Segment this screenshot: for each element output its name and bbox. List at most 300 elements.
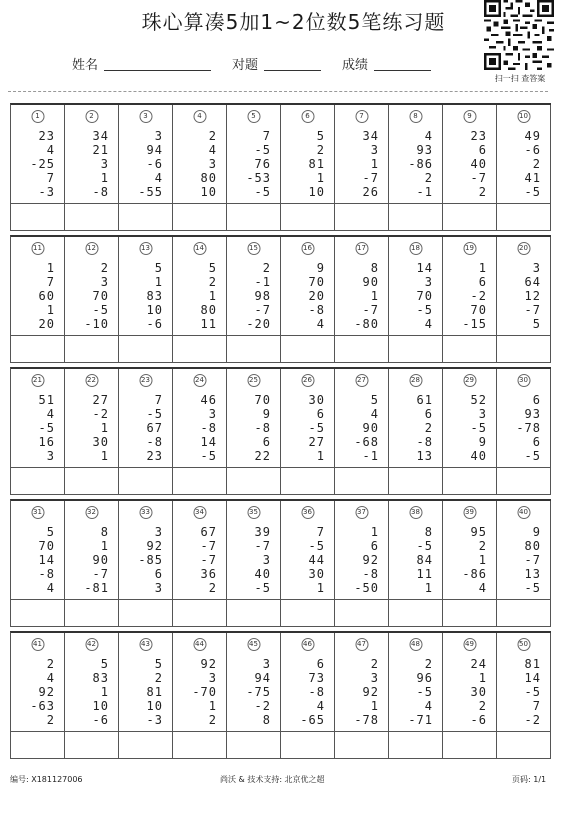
answer-box[interactable] <box>497 335 550 336</box>
operand: 67 <box>146 421 163 435</box>
operand: 46 <box>200 393 217 407</box>
operand: 70 <box>38 539 55 553</box>
problem-grid <box>10 103 551 768</box>
answer-box[interactable] <box>173 731 226 732</box>
operand: 23 <box>146 449 163 463</box>
operand: -2 <box>470 289 487 303</box>
operand: 70 <box>308 275 325 289</box>
name-label: 姓名 <box>72 58 99 73</box>
operand: 5 <box>370 393 379 407</box>
answer-box[interactable] <box>65 599 118 600</box>
operand: -5 <box>416 685 433 699</box>
operand: 1 <box>100 171 109 185</box>
problem-cell <box>281 501 335 626</box>
answer-box[interactable] <box>497 467 550 468</box>
problem-values <box>417 525 433 595</box>
problem-number: 1 <box>31 110 44 123</box>
operand: -5 <box>524 185 541 199</box>
answer-box[interactable] <box>389 203 442 204</box>
problem-number: 4 <box>193 110 206 123</box>
problem-cell <box>443 369 497 494</box>
answer-box[interactable] <box>11 203 64 204</box>
answer-box[interactable] <box>443 203 496 204</box>
problem-cell <box>227 237 281 362</box>
operand: -5 <box>254 581 271 595</box>
answer-box[interactable] <box>281 599 334 600</box>
operand: 14 <box>524 671 541 685</box>
problem-cell <box>443 633 497 758</box>
operand: -7 <box>362 171 379 185</box>
operand: 3 <box>532 261 541 275</box>
answer-box[interactable] <box>389 335 442 336</box>
operand: 80 <box>200 171 217 185</box>
answer-box[interactable] <box>281 203 334 204</box>
problem-values <box>192 657 217 727</box>
problem-values <box>471 393 487 463</box>
operand: 70 <box>416 289 433 303</box>
operand: 10 <box>308 185 325 199</box>
answer-box[interactable] <box>173 203 226 204</box>
operand: -1 <box>362 449 379 463</box>
operand: 34 <box>92 129 109 143</box>
operand: 7 <box>532 699 541 713</box>
operand: 81 <box>146 685 163 699</box>
problem-number: 6 <box>301 110 314 123</box>
operand: -5 <box>308 539 325 553</box>
answer-box[interactable] <box>11 467 64 468</box>
problem-number: 40 <box>517 506 530 519</box>
answer-box[interactable] <box>335 467 388 468</box>
operand: 40 <box>254 567 271 581</box>
problem-cell <box>281 633 335 758</box>
operand: 2 <box>46 713 55 727</box>
operand: 2 <box>478 539 487 553</box>
problem-values <box>354 393 379 463</box>
problem-values <box>246 129 271 199</box>
operand: -8 <box>146 435 163 449</box>
problem-cell <box>389 369 443 494</box>
problem-values <box>363 129 379 199</box>
operand: 6 <box>316 407 325 421</box>
operand: 94 <box>254 671 271 685</box>
problem-values <box>525 261 541 331</box>
operand: 4 <box>316 699 325 713</box>
problem-cell <box>497 237 551 362</box>
problem-block <box>10 103 551 231</box>
operand: -3 <box>146 713 163 727</box>
problem-cell <box>119 633 173 758</box>
operand: 3 <box>262 553 271 567</box>
operand: -6 <box>146 157 163 171</box>
operand: 7 <box>154 393 163 407</box>
operand: 9 <box>532 525 541 539</box>
answer-box[interactable] <box>497 599 550 600</box>
answer-box[interactable] <box>65 467 118 468</box>
problem-number: 36 <box>301 506 314 519</box>
answer-box[interactable] <box>497 731 550 732</box>
operand: 4 <box>424 699 433 713</box>
operand: 2 <box>478 699 487 713</box>
problem-cell <box>389 501 443 626</box>
operand: 1 <box>208 699 217 713</box>
page-title: 珠心算凑5加1~2位数5笔练习题 <box>141 10 446 34</box>
operand: 8 <box>100 525 109 539</box>
problem-values <box>201 129 217 199</box>
problem-cell <box>227 501 281 626</box>
problem-cell <box>497 633 551 758</box>
problem-values <box>201 525 217 595</box>
answer-box[interactable] <box>11 599 64 600</box>
problem-values <box>417 261 433 331</box>
operand: -86 <box>408 157 433 171</box>
problem-number: 46 <box>301 638 314 651</box>
operand: 4 <box>424 129 433 143</box>
problem-values <box>408 129 433 199</box>
operand: 3 <box>478 407 487 421</box>
problem-number: 44 <box>193 638 206 651</box>
answer-box[interactable] <box>335 731 388 732</box>
problem-number: 26 <box>301 374 314 387</box>
problem-number: 37 <box>355 506 368 519</box>
operand: 1 <box>370 289 379 303</box>
problem-values <box>408 657 433 727</box>
problem-number: 38 <box>409 506 422 519</box>
problem-values <box>93 657 109 727</box>
problem-number: 11 <box>31 242 44 255</box>
operand: 21 <box>92 143 109 157</box>
problem-number: 14 <box>193 242 206 255</box>
operand: 76 <box>254 157 271 171</box>
operand: 1 <box>316 449 325 463</box>
operand: 6 <box>478 275 487 289</box>
operand: 94 <box>146 143 163 157</box>
operand: -5 <box>146 407 163 421</box>
answer-box[interactable] <box>11 335 64 336</box>
serial-number: 编号: X181127006 <box>10 775 83 784</box>
problem-values <box>147 261 163 331</box>
answer-box[interactable] <box>389 599 442 600</box>
problem-cell <box>173 105 227 230</box>
problem-cell <box>11 105 65 230</box>
operand: -80 <box>354 317 379 331</box>
operand: 7 <box>262 129 271 143</box>
operand: -1 <box>254 275 271 289</box>
answer-box[interactable] <box>335 335 388 336</box>
problem-block <box>10 235 551 363</box>
problem-values <box>147 657 163 727</box>
operand: 1 <box>46 261 55 275</box>
answer-box[interactable] <box>119 467 172 468</box>
operand: 3 <box>370 143 379 157</box>
correct-field[interactable] <box>264 70 321 71</box>
problem-number: 15 <box>247 242 260 255</box>
problem-cell <box>389 633 443 758</box>
problem-values <box>147 393 163 463</box>
operand: -5 <box>308 421 325 435</box>
answer-box[interactable] <box>119 335 172 336</box>
problem-values <box>39 393 55 463</box>
problem-number: 32 <box>85 506 98 519</box>
operand: -7 <box>200 553 217 567</box>
correct-label: 对题 <box>232 58 259 73</box>
operand: 3 <box>424 275 433 289</box>
problem-cell <box>335 369 389 494</box>
problem-number: 10 <box>517 110 530 123</box>
operand: -7 <box>254 539 271 553</box>
operand: 3 <box>370 671 379 685</box>
operand: 7 <box>46 171 55 185</box>
problem-cell <box>173 237 227 362</box>
operand: 2 <box>424 421 433 435</box>
operand: 5 <box>46 525 55 539</box>
operand: 27 <box>92 393 109 407</box>
problem-cell <box>281 369 335 494</box>
answer-box[interactable] <box>119 203 172 204</box>
operand: 3 <box>154 525 163 539</box>
operand: 30 <box>470 685 487 699</box>
problem-block <box>10 367 551 495</box>
problem-number: 41 <box>31 638 44 651</box>
operand: 92 <box>146 539 163 553</box>
qr-caption: 扫一扫 查答案 <box>494 74 546 83</box>
operand: 6 <box>316 657 325 671</box>
operand: 13 <box>416 449 433 463</box>
operand: 10 <box>146 699 163 713</box>
answer-box[interactable] <box>281 731 334 732</box>
answer-box[interactable] <box>443 599 496 600</box>
problem-values <box>309 129 325 199</box>
problem-number: 20 <box>517 242 530 255</box>
operand: 70 <box>254 393 271 407</box>
problem-cell <box>65 633 119 758</box>
operand: 24 <box>470 657 487 671</box>
operand: 6 <box>370 539 379 553</box>
problem-number: 48 <box>409 638 422 651</box>
operand: 1 <box>478 671 487 685</box>
operand: -53 <box>246 171 271 185</box>
problem-values <box>516 393 541 463</box>
cut-line <box>8 91 548 92</box>
problem-cell <box>173 369 227 494</box>
problem-number: 7 <box>355 110 368 123</box>
problem-cell <box>227 633 281 758</box>
operand: 13 <box>524 567 541 581</box>
operand: 5 <box>154 261 163 275</box>
operand: -78 <box>516 421 541 435</box>
problem-block <box>10 499 551 627</box>
problem-number: 25 <box>247 374 260 387</box>
answer-box[interactable] <box>227 731 280 732</box>
operand: -6 <box>146 317 163 331</box>
operand: 4 <box>424 317 433 331</box>
operand: 6 <box>424 407 433 421</box>
operand: 1 <box>100 449 109 463</box>
problem-number: 33 <box>139 506 152 519</box>
problem-values <box>84 261 109 331</box>
problem-values <box>39 525 55 595</box>
problem-number: 3 <box>139 110 152 123</box>
qr-code-icon <box>483 0 555 70</box>
operand: -5 <box>38 421 55 435</box>
operand: 70 <box>92 289 109 303</box>
operand: -25 <box>30 157 55 171</box>
operand: -8 <box>38 567 55 581</box>
operand: 4 <box>46 143 55 157</box>
answer-box[interactable] <box>173 335 226 336</box>
operand: 1 <box>100 539 109 553</box>
answer-box[interactable] <box>119 731 172 732</box>
problem-cell <box>65 237 119 362</box>
answer-box[interactable] <box>335 203 388 204</box>
problem-values <box>246 657 271 727</box>
problem-values <box>309 393 325 463</box>
answer-box[interactable] <box>65 203 118 204</box>
operand: -68 <box>354 435 379 449</box>
operand: 90 <box>362 275 379 289</box>
operand: 23 <box>470 129 487 143</box>
problem-number: 5 <box>247 110 260 123</box>
problem-number: 28 <box>409 374 422 387</box>
operand: 5 <box>532 317 541 331</box>
operand: 2 <box>208 713 217 727</box>
operand: 3 <box>100 157 109 171</box>
name-field[interactable] <box>104 70 211 71</box>
operand: 9 <box>262 407 271 421</box>
answer-box[interactable] <box>173 599 226 600</box>
answer-box[interactable] <box>443 731 496 732</box>
operand: 14 <box>200 435 217 449</box>
operand: -8 <box>254 421 271 435</box>
operand: -10 <box>84 317 109 331</box>
problem-block <box>10 631 551 759</box>
operand: 93 <box>524 407 541 421</box>
answer-box[interactable] <box>389 731 442 732</box>
operand: -81 <box>84 581 109 595</box>
answer-box[interactable] <box>11 731 64 732</box>
answer-box[interactable] <box>119 599 172 600</box>
operand: 3 <box>100 275 109 289</box>
problem-values <box>39 261 55 331</box>
problem-number: 39 <box>463 506 476 519</box>
answer-box[interactable] <box>281 467 334 468</box>
operand: -7 <box>524 303 541 317</box>
problem-cell <box>497 501 551 626</box>
operand: -5 <box>200 449 217 463</box>
operand: 2 <box>208 581 217 595</box>
operand: 40 <box>470 157 487 171</box>
problem-cell <box>11 633 65 758</box>
problem-number: 17 <box>355 242 368 255</box>
operand: 3 <box>262 657 271 671</box>
answer-box[interactable] <box>497 203 550 204</box>
operand: -6 <box>470 713 487 727</box>
answer-box[interactable] <box>281 335 334 336</box>
problem-number: 9 <box>463 110 476 123</box>
operand: 39 <box>254 525 271 539</box>
operand: -5 <box>524 449 541 463</box>
page-number: 页码: 1/1 <box>512 775 547 784</box>
operand: 49 <box>524 129 541 143</box>
answer-box[interactable] <box>443 335 496 336</box>
operand: 3 <box>154 129 163 143</box>
operand: -5 <box>524 581 541 595</box>
operand: 30 <box>308 393 325 407</box>
problem-values <box>525 657 541 727</box>
answer-box[interactable] <box>65 731 118 732</box>
operand: 8 <box>424 525 433 539</box>
operand: 14 <box>416 261 433 275</box>
operand: -5 <box>254 143 271 157</box>
operand: -86 <box>462 567 487 581</box>
answer-box[interactable] <box>443 467 496 468</box>
problem-cell <box>173 633 227 758</box>
answer-box[interactable] <box>173 467 226 468</box>
answer-box[interactable] <box>65 335 118 336</box>
problem-values <box>84 525 109 595</box>
operand: -5 <box>254 185 271 199</box>
operand: 84 <box>416 553 433 567</box>
operand: 36 <box>200 567 217 581</box>
operand: 90 <box>362 421 379 435</box>
answer-box[interactable] <box>389 467 442 468</box>
problem-values <box>462 261 487 331</box>
operand: -8 <box>308 303 325 317</box>
operand: -2 <box>524 713 541 727</box>
answer-box[interactable] <box>227 599 280 600</box>
operand: 2 <box>100 261 109 275</box>
operand: 1 <box>370 157 379 171</box>
credit-text: 尚沃 & 技术支持: 北京优之超 <box>220 775 325 784</box>
problem-cell <box>119 501 173 626</box>
answer-box[interactable] <box>227 335 280 336</box>
operand: 4 <box>46 581 55 595</box>
operand: 3 <box>208 671 217 685</box>
operand: 6 <box>478 143 487 157</box>
problem-values <box>201 393 217 463</box>
operand: 60 <box>38 289 55 303</box>
operand: 7 <box>46 275 55 289</box>
student-info-row <box>0 54 470 74</box>
problem-values <box>471 129 487 199</box>
operand: -6 <box>524 143 541 157</box>
score-field[interactable] <box>374 70 431 71</box>
operand: 92 <box>362 553 379 567</box>
operand: -6 <box>92 713 109 727</box>
problem-number: 16 <box>301 242 314 255</box>
operand: 27 <box>308 435 325 449</box>
operand: -2 <box>92 407 109 421</box>
answer-box[interactable] <box>335 599 388 600</box>
operand: 1 <box>478 261 487 275</box>
operand: -7 <box>254 303 271 317</box>
operand: -63 <box>30 699 55 713</box>
operand: -8 <box>200 421 217 435</box>
problem-cell <box>281 237 335 362</box>
operand: 83 <box>146 289 163 303</box>
operand: 81 <box>308 157 325 171</box>
problem-number: 23 <box>139 374 152 387</box>
answer-box[interactable] <box>227 203 280 204</box>
operand: 95 <box>470 525 487 539</box>
answer-box[interactable] <box>227 467 280 468</box>
problem-cell <box>11 237 65 362</box>
operand: 3 <box>46 449 55 463</box>
operand: 3 <box>154 581 163 595</box>
operand: 80 <box>200 303 217 317</box>
problem-values <box>255 393 271 463</box>
problem-cell <box>281 105 335 230</box>
operand: 92 <box>200 657 217 671</box>
